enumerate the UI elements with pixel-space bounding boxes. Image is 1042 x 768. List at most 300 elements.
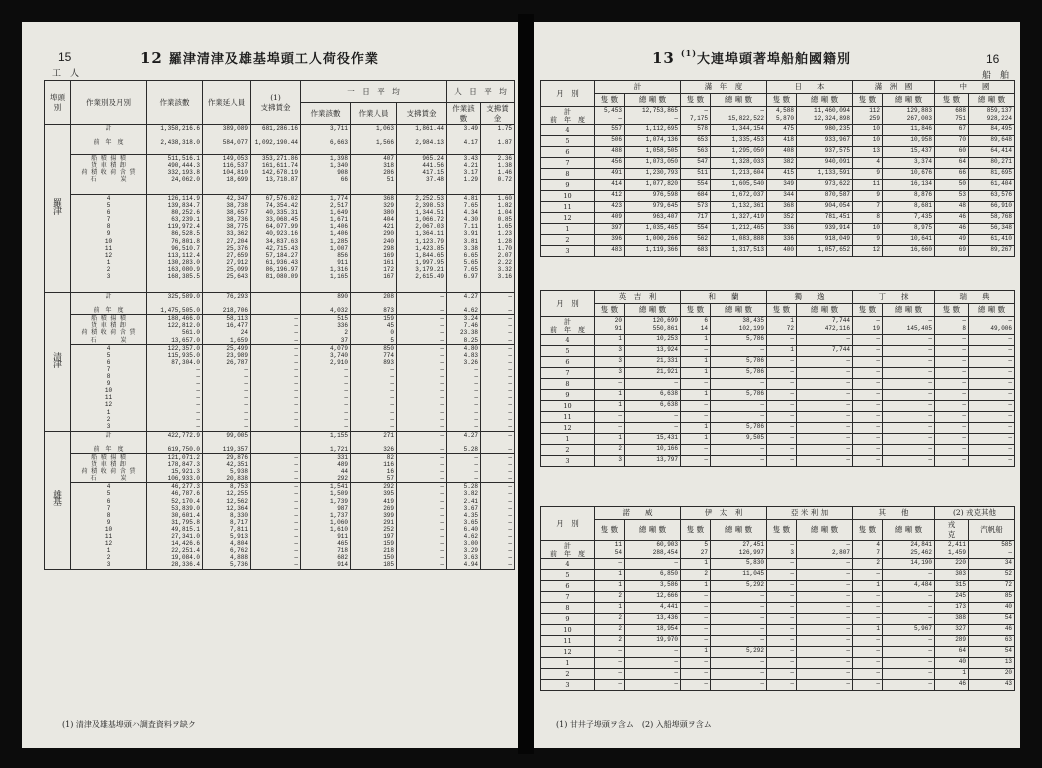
value-cell: 18,954 bbox=[625, 625, 681, 636]
month-row bbox=[541, 335, 1015, 346]
value-cell: — bbox=[767, 401, 797, 412]
ship-count-header: 隻 數 bbox=[681, 520, 711, 541]
value-cell: 1 bbox=[595, 570, 625, 581]
month-label: 8 bbox=[541, 169, 595, 180]
value-cell: 918,049 bbox=[797, 235, 853, 246]
tonnage-header: 總 噸 數 bbox=[969, 94, 1015, 107]
summary-cell bbox=[853, 107, 883, 125]
summary-row bbox=[541, 541, 1015, 559]
prev-year-value: 49,006 bbox=[990, 325, 1012, 332]
value-cell: — bbox=[711, 456, 767, 467]
value-cell: — bbox=[797, 592, 853, 603]
value-cell: — — — — — — — — — — — — bbox=[251, 344, 301, 431]
value-cell: — — bbox=[397, 293, 447, 315]
value-cell: 289 bbox=[935, 636, 969, 647]
month-row bbox=[541, 625, 1015, 636]
month-row bbox=[541, 636, 1015, 647]
value-cell: — bbox=[883, 614, 935, 625]
value-cell: 325,589.0 1,475,505.0 bbox=[147, 293, 203, 315]
value-cell: 3.49 4.17 bbox=[447, 125, 481, 155]
value-cell: — bbox=[853, 412, 883, 423]
ship-count-header: 隻 數 bbox=[935, 304, 969, 317]
tonnage-header: 總 噸 數 bbox=[625, 520, 681, 541]
summary-row bbox=[541, 107, 1015, 125]
value-cell: — bbox=[797, 603, 853, 614]
value-cell: 46 bbox=[935, 224, 969, 235]
total-value: — bbox=[962, 317, 966, 324]
value-cell: — bbox=[711, 614, 767, 625]
month-row bbox=[541, 559, 1015, 570]
month-row bbox=[541, 434, 1015, 445]
value-cell: 245 bbox=[935, 592, 969, 603]
value-cell: 1 bbox=[767, 346, 797, 357]
footnote: (1) 甘井子埠頭ヲ含ム (2) 入船埠頭ヲ含ム bbox=[556, 720, 712, 729]
summary-labels bbox=[541, 541, 595, 559]
table-number: 13 bbox=[652, 49, 675, 67]
summary-labels bbox=[541, 317, 595, 335]
value-cell: — bbox=[711, 412, 767, 423]
month-row bbox=[541, 423, 1015, 434]
value-cell: 46,277.3 46,787.6 52,170.4 53,839.0 30,601.4 31,795.8 49,815.1 27,341.0 14,426.6 22,251.4 19,084.0 28,336.4 bbox=[147, 483, 203, 570]
value-cell: 34 bbox=[969, 559, 1015, 570]
value-cell: 40 bbox=[935, 658, 969, 669]
value-cell: 52 bbox=[969, 570, 1015, 581]
value-cell: 412 bbox=[595, 191, 625, 202]
header-work-month: 作業別及月別 bbox=[71, 81, 147, 125]
value-cell: — bbox=[595, 680, 625, 691]
value-cell: 58,768 bbox=[969, 213, 1015, 224]
value-cell: — bbox=[681, 412, 711, 423]
month-label: 1 bbox=[541, 224, 595, 235]
month-label: 5 bbox=[541, 570, 595, 581]
month-label: 1 bbox=[541, 434, 595, 445]
value-cell: — bbox=[681, 445, 711, 456]
value-cell: — bbox=[767, 614, 797, 625]
value-cell: 76,293 218,706 bbox=[203, 293, 251, 315]
port-name: 雄 基 bbox=[45, 431, 71, 570]
value-cell: 1 bbox=[681, 390, 711, 401]
month-label: 11 bbox=[541, 412, 595, 423]
value-cell: — — bbox=[481, 431, 515, 453]
prev-year-value: 472,116 bbox=[824, 325, 850, 332]
month-row bbox=[541, 180, 1015, 191]
month-row bbox=[541, 456, 1015, 467]
value-cell: 10 bbox=[853, 136, 883, 147]
summary-cell bbox=[797, 541, 853, 559]
month-label: 8 bbox=[541, 379, 595, 390]
value-cell: 397 bbox=[595, 224, 625, 235]
value-cell: 89,267 bbox=[969, 246, 1015, 257]
month-label: 7 bbox=[541, 158, 595, 169]
month-header: 月 別 bbox=[541, 291, 595, 317]
summary-cell bbox=[883, 107, 935, 125]
value-cell: 15,437 bbox=[883, 147, 935, 158]
header-daily-workers: 作業人員 bbox=[351, 103, 397, 125]
value-cell: 1,672,037 bbox=[711, 191, 767, 202]
summary-cell bbox=[681, 317, 711, 335]
value-cell: — bbox=[883, 669, 935, 680]
header-work-amount: 作業該數 bbox=[147, 81, 203, 125]
value-cell: 506 bbox=[595, 136, 625, 147]
total-label: 計 bbox=[564, 317, 571, 326]
header-daily-work: 作業該數 bbox=[301, 103, 351, 125]
value-cell: — bbox=[797, 412, 853, 423]
port-block-row bbox=[45, 344, 515, 431]
summary-cell bbox=[595, 107, 625, 125]
value-cell: — bbox=[969, 445, 1015, 456]
value-cell: — bbox=[681, 680, 711, 691]
value-cell: 1,358,216.6 2,438,318.0 bbox=[147, 125, 203, 155]
value-cell: 344 bbox=[767, 191, 797, 202]
value-cell: 64,414 bbox=[969, 147, 1015, 158]
value-cell: — bbox=[853, 592, 883, 603]
nationality-header: 亞 米 利 加 bbox=[767, 507, 853, 520]
value-cell: 7 bbox=[853, 202, 883, 213]
port-block-row bbox=[45, 453, 515, 482]
value-cell: — bbox=[883, 346, 935, 357]
ships-table-2 bbox=[540, 290, 1015, 467]
value-cell: — bbox=[935, 357, 969, 368]
value-cell: 81,695 bbox=[969, 169, 1015, 180]
value-cell: — bbox=[883, 357, 935, 368]
value-cell: 684 bbox=[681, 191, 711, 202]
value-cell: — bbox=[853, 614, 883, 625]
month-label: 12 bbox=[541, 423, 595, 434]
value-cell: 63 bbox=[969, 636, 1015, 647]
summary-cell bbox=[711, 317, 767, 335]
value-cell: 21,921 bbox=[625, 368, 681, 379]
value-cell: 554 bbox=[681, 180, 711, 191]
value-cell: — bbox=[595, 423, 625, 434]
value-cell: — bbox=[711, 592, 767, 603]
value-cell: — bbox=[767, 368, 797, 379]
summary-cell bbox=[969, 541, 1015, 559]
summary-cell bbox=[935, 541, 969, 559]
value-cell: 1,112,695 bbox=[625, 125, 681, 136]
ship-count-header: 隻 數 bbox=[767, 94, 797, 107]
value-cell: — bbox=[797, 423, 853, 434]
summary-cell bbox=[935, 317, 969, 335]
value-cell: 904,054 bbox=[797, 202, 853, 213]
value-cell: — bbox=[767, 357, 797, 368]
value-cell: — bbox=[767, 412, 797, 423]
nationality-header: 伊 太 利 bbox=[681, 507, 767, 520]
total-value: 7,744 bbox=[831, 317, 850, 324]
month-row bbox=[541, 614, 1015, 625]
month-row bbox=[541, 213, 1015, 224]
summary-cell bbox=[595, 541, 625, 559]
value-cell: — bbox=[969, 357, 1015, 368]
value-cell: — bbox=[767, 445, 797, 456]
value-cell: 1,317,513 bbox=[711, 246, 767, 257]
month-label: 6 bbox=[541, 357, 595, 368]
value-cell: — bbox=[711, 379, 767, 390]
prev-year-value: 1,459 bbox=[947, 549, 966, 556]
value-cell: 4,441 bbox=[625, 603, 681, 614]
value-cell: 562 bbox=[681, 235, 711, 246]
month-row bbox=[541, 581, 1015, 592]
prev-year-value: — bbox=[1008, 549, 1013, 556]
value-cell: — bbox=[853, 658, 883, 669]
month-label: 11 bbox=[541, 636, 595, 647]
prev-year-value: 14 bbox=[700, 325, 708, 332]
value-cell: 70 bbox=[935, 136, 969, 147]
value-cell: 6,850 bbox=[625, 570, 681, 581]
value-cell: — bbox=[767, 636, 797, 647]
value-cell: 1,774 2,517 1,649 1,671 1,406 1,406 1,285 1,007 856 911 1,316 1,165 bbox=[301, 195, 351, 293]
value-cell: 13,436 bbox=[625, 614, 681, 625]
value-cell: 15,431 bbox=[625, 434, 681, 445]
month-label: 9 bbox=[541, 180, 595, 191]
value-cell: 781,451 bbox=[797, 213, 853, 224]
month-row bbox=[541, 570, 1015, 581]
value-cell: 573 bbox=[681, 202, 711, 213]
value-cell: — — — — bbox=[447, 453, 481, 482]
prev-year-value: 5,870 bbox=[775, 115, 794, 122]
value-cell: — bbox=[797, 335, 853, 346]
value-cell: — bbox=[935, 390, 969, 401]
value-cell: — bbox=[797, 581, 853, 592]
value-cell: — bbox=[883, 680, 935, 691]
nationality-header: 丁 抹 bbox=[853, 291, 935, 304]
summary-labels bbox=[541, 107, 595, 125]
row-labels: 4 5 6 7 8 9 10 11 12 1 2 3 bbox=[71, 483, 147, 570]
side-tag: 工 人 bbox=[52, 69, 80, 79]
value-cell: 13,924 bbox=[625, 346, 681, 357]
month-header: 月 別 bbox=[541, 507, 595, 541]
page-number: 16 bbox=[986, 52, 1000, 66]
value-cell: 963,407 bbox=[625, 213, 681, 224]
value-cell: 1,344,154 bbox=[711, 125, 767, 136]
value-cell: 400 bbox=[767, 246, 797, 257]
port-block-row bbox=[45, 431, 515, 453]
value-cell: 121,071.2 178,847.3 15,921.3 106,933.0 bbox=[147, 453, 203, 482]
value-cell: — bbox=[969, 412, 1015, 423]
value-cell: — bbox=[853, 445, 883, 456]
prev-year-label: 前 年 度 bbox=[550, 115, 585, 124]
ship-count-header: 隻 數 bbox=[595, 94, 625, 107]
value-cell: — bbox=[969, 456, 1015, 467]
prev-year-value: 25,462 bbox=[910, 549, 932, 556]
value-cell: 46 bbox=[969, 625, 1015, 636]
value-cell: — bbox=[681, 636, 711, 647]
value-cell: 456 bbox=[595, 158, 625, 169]
total-value: 859,137 bbox=[986, 107, 1012, 114]
value-cell: 3.43 4.21 3.17 1.29 bbox=[447, 155, 481, 195]
prev-year-value: 3 bbox=[790, 549, 794, 556]
value-cell: — bbox=[797, 625, 853, 636]
month-row bbox=[541, 680, 1015, 691]
value-cell: 368 329 380 404 421 290 240 298 169 161 172 167 bbox=[351, 195, 397, 293]
value-cell: 973,622 bbox=[797, 180, 853, 191]
value-cell: 1,058,505 bbox=[625, 147, 681, 158]
nationality-header: 和 蘭 bbox=[681, 291, 767, 304]
value-cell: 40 bbox=[969, 603, 1015, 614]
left-page bbox=[22, 22, 518, 748]
value-cell: 20 bbox=[969, 669, 1015, 680]
month-row bbox=[541, 401, 1015, 412]
month-label: 2 bbox=[541, 235, 595, 246]
value-cell: 315 bbox=[935, 581, 969, 592]
summary-cell bbox=[595, 317, 625, 335]
value-cell: — bbox=[767, 570, 797, 581]
value-cell: 10,253 bbox=[625, 335, 681, 346]
tonnage-header: 總 噸 數 bbox=[883, 520, 935, 541]
month-label: 5 bbox=[541, 346, 595, 357]
port-block-row bbox=[45, 483, 515, 570]
total-value: 38,435 bbox=[742, 317, 764, 324]
ship-count-header: 隻 數 bbox=[767, 520, 797, 541]
prev-year-value: 54 bbox=[614, 549, 622, 556]
header-per-person-average: 人 日 平 均 bbox=[447, 81, 515, 103]
ship-count-header: 隻 數 bbox=[853, 520, 883, 541]
value-cell: 389,089 584,077 bbox=[203, 125, 251, 155]
value-cell: 5,292 bbox=[711, 581, 767, 592]
summary-cell bbox=[711, 107, 767, 125]
value-cell: 980,235 bbox=[797, 125, 853, 136]
value-cell: — bbox=[681, 669, 711, 680]
value-cell: — bbox=[853, 379, 883, 390]
total-label: 計 bbox=[564, 541, 571, 550]
value-cell: — bbox=[969, 335, 1015, 346]
value-cell: — bbox=[797, 658, 853, 669]
prev-year-value: 550,861 bbox=[652, 325, 678, 332]
nationality-header: 獨 逸 bbox=[767, 291, 853, 304]
value-cell: 173 bbox=[935, 603, 969, 614]
tonnage-header: 總 噸 數 bbox=[625, 304, 681, 317]
value-cell: 1 bbox=[595, 581, 625, 592]
value-cell: — bbox=[595, 559, 625, 570]
value-cell: 11 bbox=[853, 180, 883, 191]
value-cell: 423 bbox=[595, 202, 625, 213]
value-cell: — bbox=[681, 456, 711, 467]
total-value: 4,588 bbox=[775, 107, 794, 114]
value-cell: 1,213,604 bbox=[711, 169, 767, 180]
value-cell: 1.60 1.82 1.04 0.85 1.65 1.23 1.28 1.70 2.07 2.22 3.32 3.16 bbox=[481, 195, 515, 293]
row-labels: 4 5 6 7 8 9 10 11 12 1 2 3 bbox=[71, 195, 147, 293]
total-value: 27,451 bbox=[742, 541, 764, 548]
value-cell: 9,505 bbox=[711, 434, 767, 445]
nationality-header: 瑞 典 bbox=[935, 291, 1015, 304]
value-cell: 1,212,465 bbox=[711, 224, 767, 235]
value-cell: 557 bbox=[595, 125, 625, 136]
value-cell: 48 bbox=[935, 202, 969, 213]
value-cell: 4 bbox=[853, 158, 883, 169]
month-row bbox=[541, 202, 1015, 213]
value-cell: — bbox=[625, 423, 681, 434]
row-labels: 計 前 年 度 bbox=[71, 431, 147, 453]
value-cell: — — — — bbox=[481, 453, 515, 482]
group-header-row bbox=[541, 291, 1015, 304]
value-cell: 63,576 bbox=[969, 191, 1015, 202]
total-value: — bbox=[790, 541, 794, 548]
value-cell: 220 bbox=[935, 559, 969, 570]
value-cell: 50 bbox=[935, 180, 969, 191]
value-cell: — bbox=[969, 401, 1015, 412]
value-cell: 12 bbox=[853, 246, 883, 257]
value-cell: — bbox=[853, 335, 883, 346]
value-cell: 46 bbox=[935, 680, 969, 691]
tonnage-header: 總 噸 數 bbox=[883, 94, 935, 107]
value-cell: 336 bbox=[767, 224, 797, 235]
month-row bbox=[541, 346, 1015, 357]
value-cell: — bbox=[767, 390, 797, 401]
value-cell: 54 bbox=[969, 614, 1015, 625]
value-cell: 870,587 bbox=[797, 191, 853, 202]
total-value: — bbox=[1008, 317, 1012, 324]
value-cell: — — — — — — — — — — — — bbox=[251, 483, 301, 570]
summary-cell bbox=[625, 317, 681, 335]
prev-year-value: 12,324,898 bbox=[813, 115, 850, 122]
total-value: 4 bbox=[876, 541, 880, 548]
value-cell: — bbox=[681, 614, 711, 625]
total-value: 11,460,094 bbox=[813, 107, 850, 114]
value-cell: 1 bbox=[853, 581, 883, 592]
sailing-ship-header: 汽帆船 bbox=[969, 520, 1015, 541]
nationality-header: (2) 戎克其他 bbox=[935, 507, 1015, 520]
value-cell: 1,605,540 bbox=[711, 180, 767, 191]
value-cell: 271 326 bbox=[351, 431, 397, 453]
ship-count-header: 隻 數 bbox=[853, 304, 883, 317]
value-cell: — bbox=[853, 423, 883, 434]
value-cell: 554 bbox=[681, 224, 711, 235]
value-cell: — bbox=[797, 401, 853, 412]
nationality-header: 滿 年 度 bbox=[681, 81, 767, 94]
value-cell: — bbox=[711, 346, 767, 357]
tonnage-header: 總 噸 數 bbox=[711, 520, 767, 541]
ship-count-header: 隻 數 bbox=[767, 304, 797, 317]
value-cell: 563 bbox=[681, 147, 711, 158]
month-label: 9 bbox=[541, 614, 595, 625]
value-cell: 349 bbox=[767, 180, 797, 191]
value-cell: 1,074,136 bbox=[625, 136, 681, 147]
summary-cell bbox=[935, 107, 969, 125]
month-label: 4 bbox=[541, 125, 595, 136]
value-cell: 3 bbox=[595, 456, 625, 467]
value-cell: 4.27 5.28 bbox=[447, 431, 481, 453]
ship-count-header: 隻 數 bbox=[681, 304, 711, 317]
summary-cell bbox=[853, 317, 883, 335]
value-cell: 414 bbox=[595, 180, 625, 191]
month-label: 7 bbox=[541, 368, 595, 379]
value-cell: — bbox=[853, 570, 883, 581]
total-value: 6 bbox=[704, 317, 708, 324]
prev-year-value: 2,807 bbox=[831, 549, 850, 556]
header-port: 埠頭別 bbox=[45, 81, 71, 125]
value-cell: — — — — — — — — — — — — bbox=[397, 483, 447, 570]
nationality-header: 英 吉 利 bbox=[595, 291, 681, 304]
month-row bbox=[541, 224, 1015, 235]
value-cell: 1 bbox=[595, 335, 625, 346]
group-header-row bbox=[541, 507, 1015, 520]
value-cell: 1 bbox=[595, 603, 625, 614]
summary-cell bbox=[797, 317, 853, 335]
value-cell: — bbox=[883, 423, 935, 434]
month-row bbox=[541, 235, 1015, 246]
right-page bbox=[534, 22, 1020, 748]
prev-year-value: 27 bbox=[700, 549, 708, 556]
total-value: 585 bbox=[1001, 541, 1013, 548]
value-cell: — bbox=[681, 603, 711, 614]
value-cell: 12,666 bbox=[625, 592, 681, 603]
value-cell: 407 318 286 51 bbox=[351, 155, 397, 195]
month-label: 3 bbox=[541, 680, 595, 691]
value-cell: 1,133,591 bbox=[797, 169, 853, 180]
value-cell: 937,575 bbox=[797, 147, 853, 158]
value-cell bbox=[251, 431, 301, 453]
ship-count-header: 隻 數 bbox=[595, 304, 625, 317]
sub-header-row bbox=[541, 94, 1015, 107]
